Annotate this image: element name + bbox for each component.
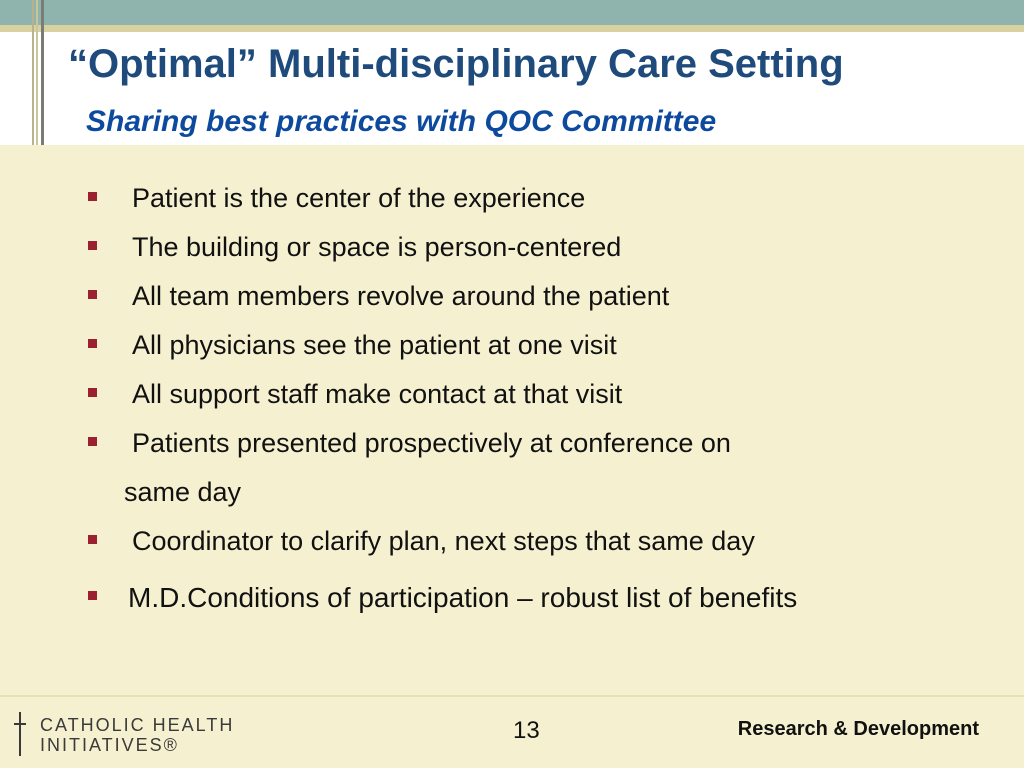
logo	[14, 712, 264, 757]
bullet-text: The building or space is person-centered	[132, 232, 622, 262]
bullet-continuation-text: same day	[124, 477, 242, 507]
bullet-text: All team members revolve around the patient	[132, 281, 670, 311]
slide-title: “Optimal” Multi-disciplinary Care Setting	[68, 42, 844, 86]
square-bullet-icon	[88, 339, 97, 348]
bullet-text: Patient is the center of the experience	[132, 183, 586, 213]
logo-text-line1: CATHOLIC HEALTH	[40, 715, 235, 735]
decorative-line	[41, 0, 44, 145]
square-bullet-icon	[88, 591, 97, 600]
slide-subtitle: Sharing best practices with QOC Committee	[86, 105, 717, 138]
square-bullet-icon	[88, 241, 97, 250]
decorative-line	[32, 0, 34, 145]
bullet-text: All physicians see the patient at one visit	[132, 330, 617, 360]
bullet-text: M.D.Conditions of participation – robust list of benefits	[128, 582, 798, 613]
page-number: 13	[513, 717, 540, 744]
logo-text-line2: INITIATIVES®	[40, 735, 179, 755]
cross-icon	[14, 712, 26, 756]
square-bullet-icon	[88, 192, 97, 201]
square-bullet-icon	[88, 437, 97, 446]
square-bullet-icon	[88, 290, 97, 299]
footer-divider	[0, 695, 1024, 697]
bullet-text: Patients presented prospectively at conference on	[132, 428, 731, 458]
square-bullet-icon	[88, 535, 97, 544]
footer-label: Research & Development	[737, 718, 979, 740]
top-color-band	[0, 0, 1024, 25]
bullet-text: Coordinator to clarify plan, next steps that same day	[132, 526, 755, 556]
square-bullet-icon	[88, 388, 97, 397]
top-accent-stripe	[0, 25, 1024, 32]
bullet-text: All support staff make contact at that visit	[132, 379, 623, 409]
decorative-line	[36, 0, 38, 145]
